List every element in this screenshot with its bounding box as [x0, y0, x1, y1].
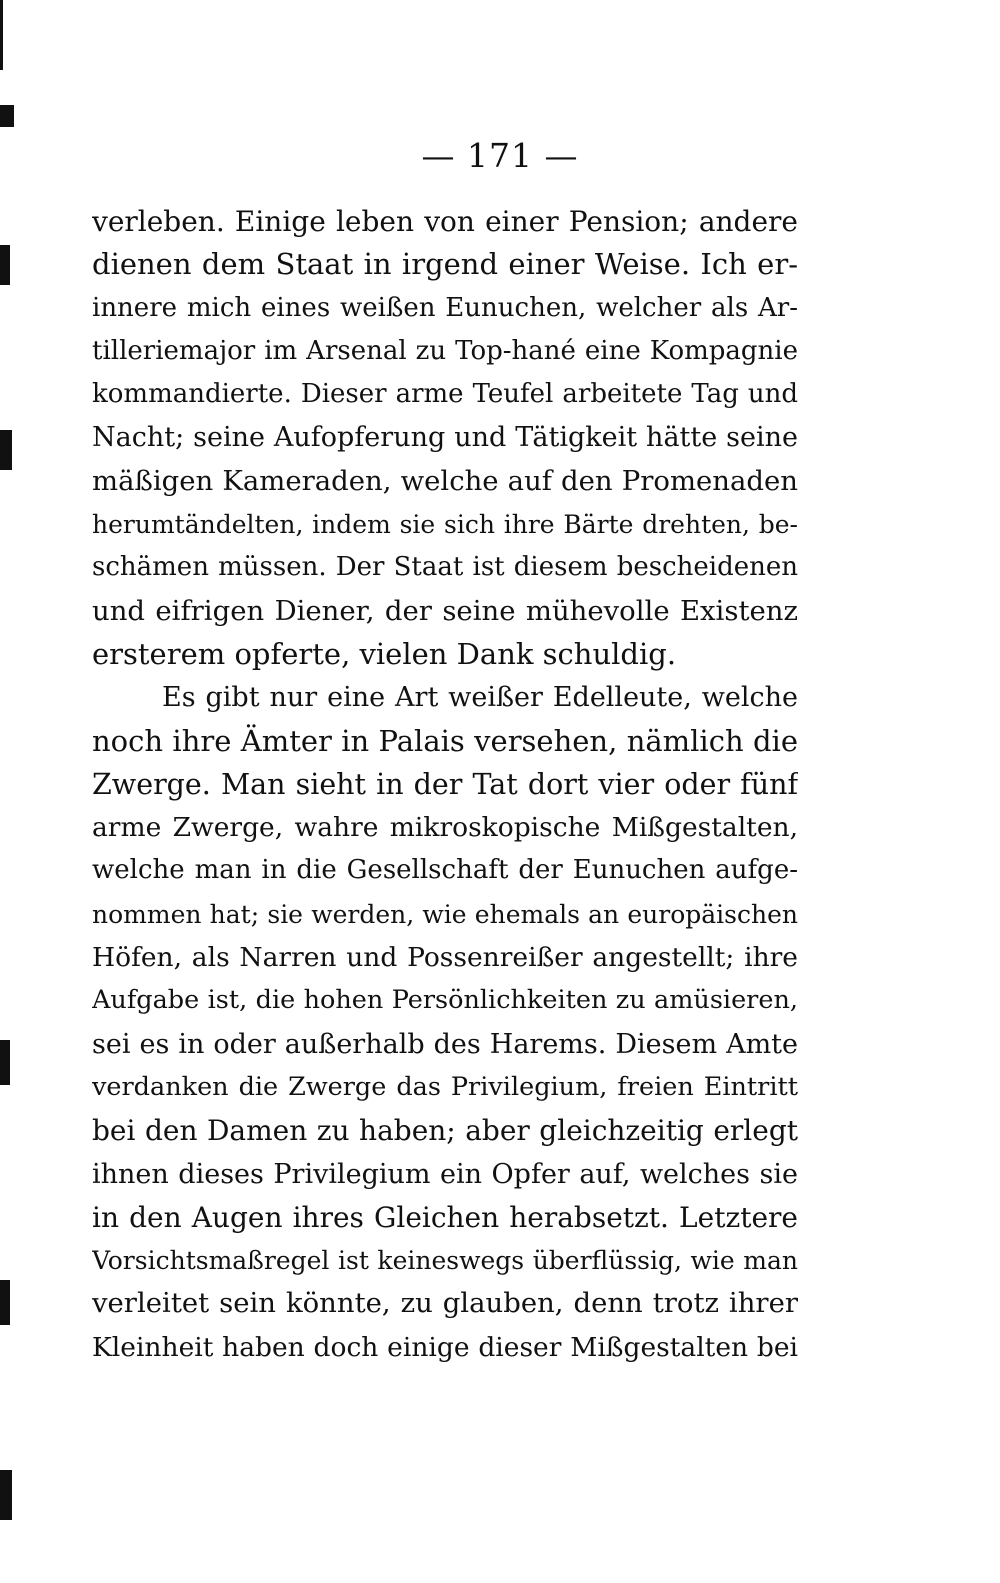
text-line: dienen dem Staat in irgend einer Weise. Ich er- [92, 247, 798, 282]
text-line: ersterem opferte, vielen Dank schuldig. [92, 636, 677, 671]
text-line: tilleriemajor im Arsenal zu Top-hané eine Kompagnie [92, 335, 798, 366]
text-line: noch ihre Ämter in Palais versehen, nämlich die [92, 723, 798, 758]
text-line: Vorsichtsmaßregel ist keineswegs überflüssig, wie man [92, 1246, 798, 1276]
scan-edge-mark [0, 1280, 10, 1325]
scan-edge-mark [0, 245, 10, 285]
text-line: verleitet sein könnte, zu glauben, denn trotz ihrer [92, 1287, 798, 1320]
text-line: schämen müssen. Der Staat ist diesem bescheidenen [92, 552, 798, 583]
text-line: verdanken die Zwerge das Privilegium, freien Eintritt [92, 1071, 798, 1102]
body-text [92, 200, 798, 1369]
scan-edge-mark [0, 0, 3, 70]
text-line: bei den Damen zu haben; aber gleichzeitig erlegt [92, 1114, 798, 1148]
text-line: verleben. Einige leben von einer Pension; andere [92, 205, 798, 238]
text-line: welche man in die Gesellschaft der Eunuchen aufge- [92, 855, 798, 886]
text-line: mäßigen Kameraden, welche auf den Promenaden [92, 464, 798, 497]
text-line: nommen hat; sie werden, wie ehemals an europäischen [92, 899, 798, 929]
page-number: — 171 — [421, 136, 579, 175]
text-line: Höfen, als Narren und Possenreißer angestellt; ihre [92, 942, 798, 974]
text-line: Aufgabe ist, die hohen Persönlichkeiten zu amüsieren, [92, 985, 798, 1016]
text-line: innere mich eines weißen Eunuchen, welcher als Ar- [92, 292, 798, 323]
text-line: arme Zwerge, wahre mikroskopische Mißgestalten, [92, 812, 798, 844]
text-line: Kleinheit haben doch einige dieser Mißgestalten bei [92, 1331, 798, 1363]
paragraph-start-line: Es gibt nur eine Art weißer Edelleute, welche [162, 682, 798, 714]
text-line: in den Augen ihres Gleichen herabsetzt. Letztere [92, 1200, 798, 1234]
scan-edge-mark [0, 1470, 12, 1520]
text-line: Zwerge. Man sieht in der Tat dort vier oder fünf [92, 767, 798, 801]
text-line: kommandierte. Dieser arme Teufel arbeitete Tag und [92, 379, 798, 410]
scan-edge-mark [0, 105, 14, 127]
text-line: ihnen dieses Privilegium ein Opfer auf, welches sie [92, 1158, 798, 1190]
scan-edge-mark [0, 1040, 10, 1085]
text-line: Nacht; seine Aufopferung und Tätigkeit hätte seine [92, 422, 798, 454]
text-line: und eifrigen Diener, der seine mühevolle Existenz [92, 594, 798, 627]
text-line: herumtändelten, indem sie sich ihre Bärte drehten, be- [92, 510, 798, 540]
scan-edge-mark [0, 430, 12, 470]
text-line: sei es in oder außerhalb des Harems. Diesem Amte [92, 1028, 798, 1060]
